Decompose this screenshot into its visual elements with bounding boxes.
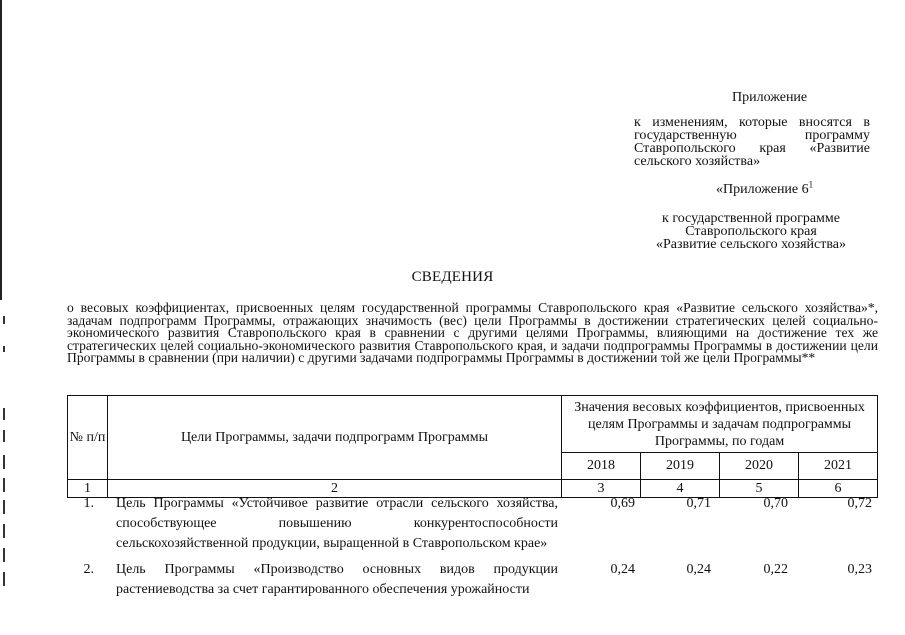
header-year: 2020 — [720, 453, 799, 480]
scan-tick — [3, 408, 5, 420]
appendix-6-1-line: «Развитие сельского хозяйства» — [655, 237, 847, 252]
row-value: 0,71 — [686, 496, 711, 511]
column-index: 6 — [799, 480, 878, 498]
scan-tick — [3, 430, 5, 442]
header-values: Значения весовых коэффициентов, присвоенных целям Программы и задачам подпрограммы Программы, по годам — [562, 396, 878, 453]
appendix-6-1-title-main: «Приложение 6 — [716, 182, 809, 197]
row-goal-text: Цель Программы «Производство основных видов продукции растениеводства за счет гарантированного обеспечения урожайности — [116, 562, 558, 597]
appendix-6-1-body — [640, 212, 862, 251]
row-value: 0,22 — [763, 562, 788, 577]
appendix-6-1-line: к государственной программе — [662, 211, 840, 226]
weights-table — [67, 395, 878, 498]
header-goals: Цели Программы, задачи подпрограмм Программы — [108, 396, 562, 480]
row-number: 2. — [83, 562, 94, 577]
scan-edge-mark — [0, 0, 2, 300]
column-index: 4 — [641, 480, 720, 498]
scan-tick — [3, 478, 5, 492]
column-index: 3 — [562, 480, 641, 498]
row-value: 0,24 — [686, 562, 711, 577]
column-index: 2 — [108, 480, 562, 498]
row-value: 0,69 — [610, 496, 635, 511]
appendix-6-1-line: Ставропольского края — [685, 224, 817, 239]
scan-tick — [3, 524, 5, 538]
document-title: СВЕДЕНИЯ — [411, 269, 494, 285]
scan-tick — [3, 572, 5, 586]
row-goal-text: Цель Программы «Устойчивое развитие отрасли сельского хозяйства, способствующее повышению конкурентоспособности сельскохозяйственной продукции, выращенной в Ставропольском крае» — [116, 496, 558, 551]
row-value: 0,70 — [763, 496, 788, 511]
scan-tick — [3, 500, 5, 514]
header-number: № п/п — [68, 396, 108, 480]
appendix-title: Приложение — [732, 90, 808, 105]
appendix-6-1-superscript: 1 — [808, 179, 814, 190]
row-number: 1. — [83, 496, 94, 511]
scan-tick — [3, 455, 5, 469]
scan-tick — [3, 316, 5, 324]
header-year: 2019 — [641, 453, 720, 480]
document-description: о весовых коэффициентах, присвоенных целям государственной программы Ставропольского края «Развитие сельского хозяйства»*, задачам подпрограмм Программы, отражающих значимость (вес) цели Программы в достижении стратегических целей социально-экономического развития Ставропольского края в сравнении с другими целями Программы, влияющими на достижение тех же стратегических целей социально-экономического развития Ставропольского края, и задачи подпрограммы Программы в достижении цели Программы в сравнении (при наличии) с другими задачами подпрограммы Программы в достижении той же цели Программы** — [67, 300, 878, 365]
appendix-6-1-title — [716, 179, 814, 197]
scan-tick — [3, 548, 5, 562]
column-index: 1 — [68, 480, 108, 498]
column-index: 5 — [720, 480, 799, 498]
row-value: 0,24 — [610, 562, 635, 577]
row-value: 0,72 — [847, 496, 872, 511]
row-value: 0,23 — [847, 562, 872, 577]
header-year: 2021 — [799, 453, 878, 480]
appendix-body: к изменениям, которые вносятся в государственную программу Ставропольского края «Развитие сельского хозяйства» — [634, 115, 870, 169]
scan-tick — [3, 346, 5, 352]
header-year: 2018 — [562, 453, 641, 480]
